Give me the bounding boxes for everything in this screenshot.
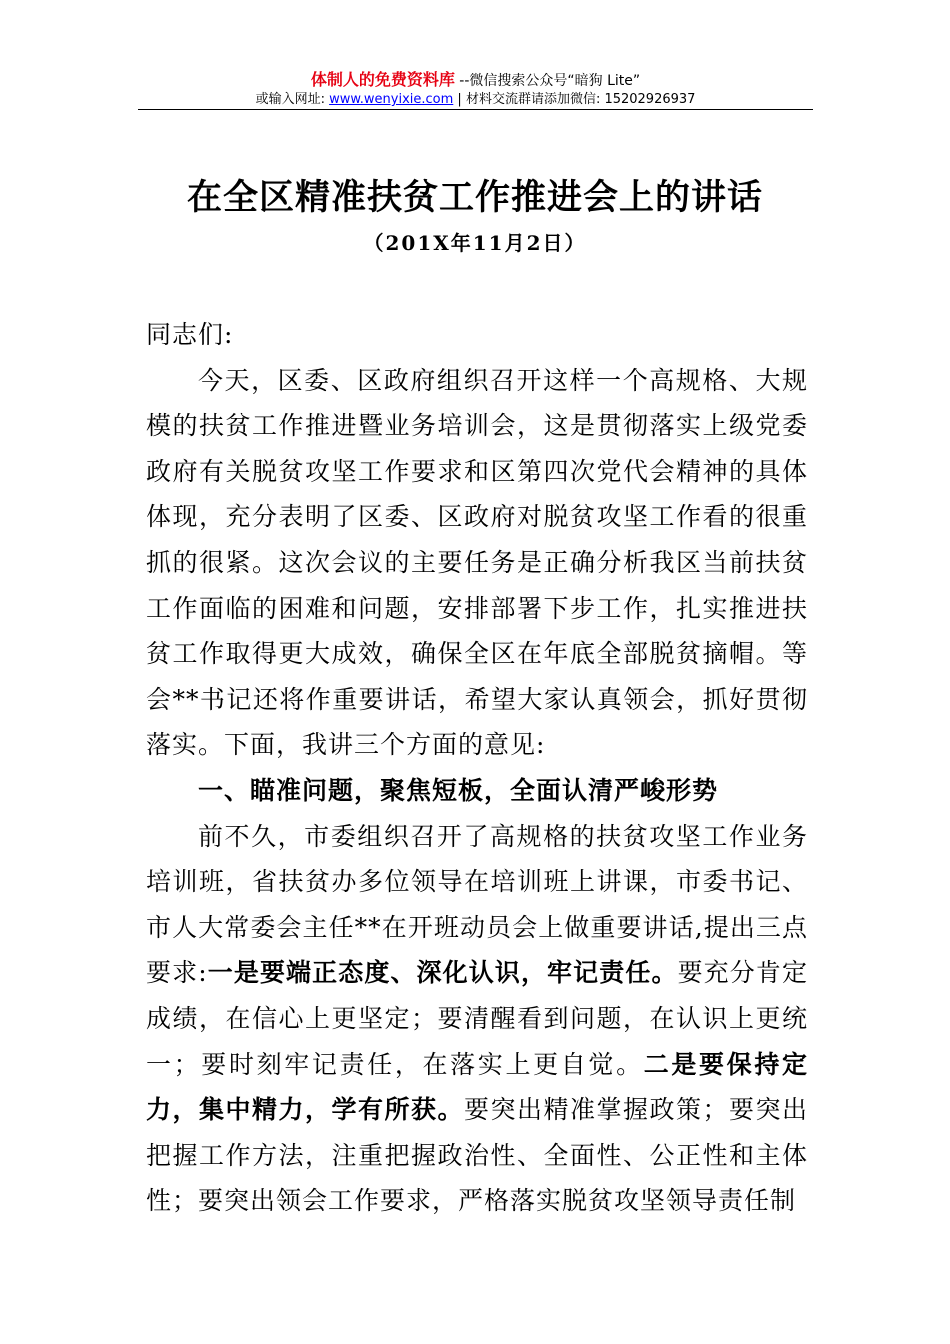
brand-name: 体制人的免费资料库 (310, 70, 455, 89)
paragraph-intro: 今天，区委、区政府组织召开这样一个高规格、大规模的扶贫工作推进暨业务培训会，这是贯彻落实上级党委政府有关脱贫攻坚工作要求和区第四次党代会精神的具体体现，充分表明了区委、区政府对脱贫攻坚工作看的很重抓的很紧。这次会议的主要任务是正确分析我区当前扶贫工作面临的困难和问题，安排部署下步工作，扎实推进扶贫工作取得更大成效，确保全区在年底全部脱贫摘帽。等会**书记还将作重要讲话，希望大家认真领会，抓好贯彻落实。下面，我讲三个方面的意见: (146, 365, 808, 760)
website-link[interactable]: www.wenyixie.com (329, 92, 454, 107)
document-body (146, 312, 808, 1224)
bold-point-2: 二是要保持定力，集中精力，学有所获。 (146, 1049, 808, 1125)
document-date: （201X年11月2日） (363, 231, 587, 255)
header-line1 (138, 70, 813, 91)
document-title: 在全区精准扶贫工作推进会上的讲话 (186, 177, 763, 218)
bold-point-1: 一是要端正态度、深化认识，牢记责任。 (207, 958, 678, 988)
header-line2 (138, 91, 813, 109)
text-run: 要充分肯定成绩，在信心上更坚定；要清醒看到问题，在认识上更统一；要时刻牢记责任，在落实上更自觉。 (146, 958, 808, 1079)
contact-info: | 材料交流群请添加微信: 15202926937 (453, 92, 696, 107)
header-divider (138, 109, 813, 110)
salutation: 同志们: (146, 320, 234, 349)
paragraph-requirements (146, 814, 808, 1224)
section-heading-1: 一、瞄准问题，聚焦短板，全面认清严峻形势 (198, 775, 719, 805)
text-run: 要突出精准掌握政策；要突出把握工作方法，注重把握政治性、全面性、公正性和主体性；要突出领会工作要求，严格落实脱贫攻坚领导责任制 (146, 1095, 808, 1216)
text-run: 前不久，市委组织召开了高规格的扶贫攻坚工作业务培训班，省扶贫办多位领导在培训班上讲课，市委书记、市人大常委会主任**在开班动员会上做重要讲话,提出三点要求: (146, 821, 808, 988)
header-subtitle: --微信搜索公众号“暗狗 Lite” (454, 73, 641, 89)
page-header (138, 70, 813, 109)
url-prefix: 或输入网址: (255, 92, 330, 107)
